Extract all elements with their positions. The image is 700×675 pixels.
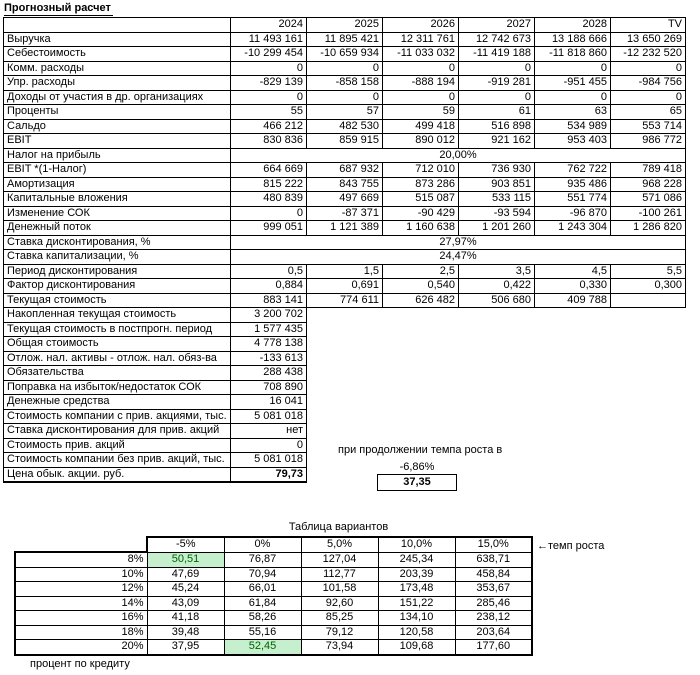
value-cell[interactable]: 1 243 304 <box>535 221 611 236</box>
row-label-cell[interactable]: Ставка капитализации, % <box>4 250 231 265</box>
forecast-row <box>4 163 686 178</box>
growth-rate-header-cell[interactable]: -5% <box>147 537 224 552</box>
value-cell[interactable]: 0 <box>231 438 307 453</box>
variant-value-cell-highlighted[interactable]: 50,51 <box>147 552 224 567</box>
variants-header-row <box>15 537 532 552</box>
credit-rate-label-cell[interactable]: 18% <box>15 625 147 640</box>
value-cell[interactable]: 55 <box>231 105 307 120</box>
merged-value-cell[interactable]: 20,00% <box>231 148 686 163</box>
row-label-cell[interactable]: Текущая стоимость в постпрогн. период <box>4 322 231 337</box>
forecast-row <box>4 134 686 149</box>
value-cell[interactable]: 0 <box>383 90 459 105</box>
value-cell[interactable]: 1 577 435 <box>231 322 307 337</box>
value-cell[interactable]: 515 087 <box>383 192 459 207</box>
empty-cell <box>459 409 535 424</box>
variant-value-cell[interactable]: 47,69 <box>147 567 224 582</box>
value-cell[interactable]: 999 051 <box>231 221 307 236</box>
variant-value-cell[interactable]: 92,60 <box>301 596 378 611</box>
forecast-row <box>4 395 686 410</box>
value-cell[interactable]: 11 895 421 <box>307 32 383 47</box>
variant-value-cell[interactable]: 203,64 <box>455 625 532 640</box>
forecast-row <box>4 467 686 482</box>
value-cell[interactable]: -984 756 <box>611 76 686 91</box>
empty-cell <box>383 409 459 424</box>
forecast-row <box>4 105 686 120</box>
value-cell[interactable]: 1 121 389 <box>307 221 383 236</box>
forecast-row <box>4 424 686 439</box>
value-cell[interactable]: 935 486 <box>535 177 611 192</box>
empty-cell <box>611 467 686 482</box>
forecast-row <box>4 90 686 105</box>
value-cell[interactable]: 736 930 <box>459 163 535 178</box>
credit-rate-label-cell[interactable]: 8% <box>15 552 147 567</box>
value-cell[interactable]: 12 311 761 <box>383 32 459 47</box>
forecast-row <box>4 409 686 424</box>
row-label-cell[interactable]: Комм. расходы <box>4 61 231 76</box>
row-label-cell[interactable]: Фактор дисконтирования <box>4 279 231 294</box>
value-cell[interactable]: 61 <box>459 105 535 120</box>
row-label-cell[interactable]: Денежные средства <box>4 395 231 410</box>
empty-cell <box>611 409 686 424</box>
forecast-row <box>4 337 686 352</box>
empty-cell <box>611 308 686 323</box>
row-label-cell[interactable]: Денежный поток <box>4 221 231 236</box>
row-label-cell[interactable]: Стоимость прив. акций <box>4 438 231 453</box>
value-cell[interactable]: 63 <box>535 105 611 120</box>
value-cell[interactable]: 774 611 <box>307 293 383 308</box>
value-cell[interactable]: 0 <box>231 61 307 76</box>
value-cell[interactable]: 16 041 <box>231 395 307 410</box>
value-cell[interactable]: -888 194 <box>383 76 459 91</box>
variants-row <box>15 582 532 597</box>
variants-table-title: Таблица вариантов <box>288 521 389 533</box>
credit-rate-label-cell[interactable]: 20% <box>15 640 147 655</box>
growth-rate-header-cell[interactable]: 5,0% <box>301 537 378 552</box>
value-cell[interactable]: 0 <box>231 90 307 105</box>
corner-cell[interactable] <box>4 18 231 33</box>
value-cell[interactable]: 506 680 <box>459 293 535 308</box>
value-cell[interactable]: -951 455 <box>535 76 611 91</box>
empty-cell <box>535 424 611 439</box>
empty-cell <box>459 322 535 337</box>
value-cell[interactable]: 0,5 <box>231 264 307 279</box>
empty-cell <box>535 453 611 468</box>
empty-cell <box>535 395 611 410</box>
value-cell[interactable]: 986 772 <box>611 134 686 149</box>
credit-rate-label-cell[interactable]: 14% <box>15 596 147 611</box>
row-label-cell[interactable]: EBIT <box>4 134 231 149</box>
empty-cell <box>459 395 535 410</box>
forecast-row <box>4 221 686 236</box>
empty-cell <box>307 351 383 366</box>
value-cell[interactable]: 0 <box>611 90 686 105</box>
empty-cell <box>535 337 611 352</box>
empty-cell <box>611 438 686 453</box>
variant-value-cell[interactable]: 458,84 <box>455 567 532 582</box>
value-cell[interactable]: -100 261 <box>611 206 686 221</box>
value-cell[interactable]: 0,330 <box>535 279 611 294</box>
forecast-row <box>4 351 686 366</box>
year-header-cell[interactable]: 2028 <box>535 18 611 33</box>
alt-share-price-cell[interactable]: 37,35 <box>377 474 457 491</box>
value-cell[interactable]: -10 659 934 <box>307 47 383 62</box>
value-cell[interactable]: 968 228 <box>611 177 686 192</box>
forecast-row <box>4 61 686 76</box>
forecast-row <box>4 119 686 134</box>
value-cell[interactable]: -829 139 <box>231 76 307 91</box>
forecast-row <box>4 322 686 337</box>
row-label-cell[interactable]: Выручка <box>4 32 231 47</box>
value-cell[interactable]: 79,73 <box>231 467 307 482</box>
value-cell[interactable] <box>611 293 686 308</box>
value-cell[interactable]: 0,884 <box>231 279 307 294</box>
value-cell[interactable]: 5 081 018 <box>231 409 307 424</box>
value-cell[interactable]: -919 281 <box>459 76 535 91</box>
variants-table-body <box>15 537 532 655</box>
variants-row <box>15 625 532 640</box>
empty-cell <box>535 308 611 323</box>
variants-row <box>15 611 532 626</box>
value-cell[interactable]: 903 851 <box>459 177 535 192</box>
forecast-row <box>4 76 686 91</box>
row-label-cell[interactable]: Проценты <box>4 105 231 120</box>
row-label-cell[interactable]: Ставка дисконтирования для прив. акций <box>4 424 231 439</box>
empty-cell <box>383 322 459 337</box>
forecast-row <box>4 32 686 47</box>
row-label-cell[interactable]: Налог на прибыль <box>4 148 231 163</box>
value-cell[interactable]: 664 669 <box>231 163 307 178</box>
variant-value-cell[interactable]: 39,48 <box>147 625 224 640</box>
value-cell[interactable]: 553 714 <box>611 119 686 134</box>
empty-cell <box>611 395 686 410</box>
row-label-cell[interactable]: Сальдо <box>4 119 231 134</box>
empty-cell <box>535 409 611 424</box>
row-label-cell[interactable]: Стоимость компании с прив. акциями, тыс. <box>4 409 231 424</box>
value-cell[interactable]: 859 915 <box>307 134 383 149</box>
forecast-row <box>4 177 686 192</box>
row-label-cell[interactable]: Общая стоимость <box>4 337 231 352</box>
variant-value-cell[interactable]: 66,01 <box>224 582 301 597</box>
growth-rate-axis-label: ←темп роста <box>537 540 605 552</box>
corner-cell <box>15 537 147 552</box>
merged-value-cell[interactable]: 27,97% <box>231 235 686 250</box>
value-cell[interactable]: 1,5 <box>307 264 383 279</box>
forecast-row <box>4 380 686 395</box>
forecast-row <box>4 206 686 221</box>
growth-continuation-note: при продолжении темпа роста в <box>338 444 503 456</box>
empty-cell <box>307 337 383 352</box>
variant-value-cell[interactable]: 177,60 <box>455 640 532 655</box>
value-cell[interactable]: 687 932 <box>307 163 383 178</box>
row-label-cell[interactable]: Упр. расходы <box>4 76 231 91</box>
growth-rate-header-cell[interactable]: 10,0% <box>378 537 455 552</box>
variant-value-cell[interactable]: 76,87 <box>224 552 301 567</box>
variant-value-cell[interactable]: 173,48 <box>378 582 455 597</box>
row-label-cell[interactable]: Себестоимость <box>4 47 231 62</box>
value-cell[interactable]: 0 <box>535 90 611 105</box>
value-cell[interactable]: 873 286 <box>383 177 459 192</box>
empty-cell <box>611 337 686 352</box>
value-cell[interactable]: 708 890 <box>231 380 307 395</box>
empty-cell <box>307 467 383 482</box>
year-header-cell[interactable]: TV <box>611 18 686 33</box>
variant-value-cell[interactable]: 37,95 <box>147 640 224 655</box>
empty-cell <box>611 453 686 468</box>
page-title: Прогнозный расчет <box>4 2 111 14</box>
value-cell[interactable]: 57 <box>307 105 383 120</box>
variant-value-cell[interactable]: 58,26 <box>224 611 301 626</box>
value-cell[interactable]: -87 371 <box>307 206 383 221</box>
variant-value-cell[interactable]: 112,77 <box>301 567 378 582</box>
row-label-cell[interactable]: Обязательства <box>4 366 231 381</box>
value-cell[interactable]: 59 <box>383 105 459 120</box>
empty-cell <box>307 424 383 439</box>
variant-value-cell[interactable]: 61,84 <box>224 596 301 611</box>
variant-value-cell[interactable]: 55,16 <box>224 625 301 640</box>
value-cell[interactable]: 0,422 <box>459 279 535 294</box>
empty-cell <box>459 366 535 381</box>
value-cell[interactable]: 3 200 702 <box>231 308 307 323</box>
value-cell[interactable]: -11 818 860 <box>535 47 611 62</box>
year-header-cell[interactable]: 2027 <box>459 18 535 33</box>
value-cell[interactable]: 953 403 <box>535 134 611 149</box>
value-cell[interactable]: 0,300 <box>611 279 686 294</box>
value-cell[interactable]: 626 482 <box>383 293 459 308</box>
empty-cell <box>383 351 459 366</box>
empty-cell <box>383 395 459 410</box>
credit-rate-label-cell[interactable]: 12% <box>15 582 147 597</box>
year-header-cell[interactable]: 2024 <box>231 18 307 33</box>
value-cell[interactable]: 499 418 <box>383 119 459 134</box>
empty-cell <box>307 395 383 410</box>
empty-cell <box>535 380 611 395</box>
empty-cell <box>307 322 383 337</box>
variants-table <box>14 536 533 656</box>
value-cell[interactable]: 1 201 260 <box>459 221 535 236</box>
forecast-row <box>4 279 686 294</box>
variant-value-cell[interactable]: 127,04 <box>301 552 378 567</box>
value-cell[interactable]: 0 <box>459 90 535 105</box>
value-cell[interactable]: 1 160 638 <box>383 221 459 236</box>
empty-cell <box>307 366 383 381</box>
empty-cell <box>459 337 535 352</box>
empty-cell <box>611 322 686 337</box>
variant-value-cell[interactable]: 41,18 <box>147 611 224 626</box>
value-cell[interactable]: 13 650 269 <box>611 32 686 47</box>
variant-value-cell[interactable]: 73,94 <box>301 640 378 655</box>
value-cell[interactable]: 571 086 <box>611 192 686 207</box>
variant-value-cell[interactable]: 101,58 <box>301 582 378 597</box>
value-cell[interactable]: 4 778 138 <box>231 337 307 352</box>
merged-value-cell[interactable]: 24,47% <box>231 250 686 265</box>
year-header-cell[interactable]: 2026 <box>383 18 459 33</box>
value-cell[interactable]: 551 774 <box>535 192 611 207</box>
value-cell[interactable]: 288 438 <box>231 366 307 381</box>
variant-value-cell[interactable]: 151,22 <box>378 596 455 611</box>
value-cell[interactable]: 5 081 018 <box>231 453 307 468</box>
value-cell[interactable]: 5,5 <box>611 264 686 279</box>
value-cell[interactable]: 533 115 <box>459 192 535 207</box>
value-cell[interactable]: 497 669 <box>307 192 383 207</box>
row-label-cell[interactable]: Ставка дисконтирования, % <box>4 235 231 250</box>
empty-cell <box>611 424 686 439</box>
empty-cell <box>611 351 686 366</box>
variant-value-cell[interactable]: 120,58 <box>378 625 455 640</box>
variant-value-cell[interactable]: 638,71 <box>455 552 532 567</box>
value-cell[interactable]: -11 419 188 <box>459 47 535 62</box>
value-cell[interactable]: 0 <box>383 61 459 76</box>
forecast-row <box>4 250 686 265</box>
row-label-cell[interactable]: Цена обык. акции. руб. <box>4 467 231 482</box>
variant-value-cell-highlighted[interactable]: 52,45 <box>224 640 301 655</box>
value-cell[interactable]: -10 299 454 <box>231 47 307 62</box>
value-cell[interactable]: 534 989 <box>535 119 611 134</box>
value-cell[interactable]: 516 898 <box>459 119 535 134</box>
empty-cell <box>383 308 459 323</box>
value-cell[interactable]: 13 188 666 <box>535 32 611 47</box>
row-label-cell[interactable]: Отлож. нал. активы - отлож. нал. обяз-ва <box>4 351 231 366</box>
empty-cell <box>535 351 611 366</box>
value-cell[interactable]: 3,5 <box>459 264 535 279</box>
value-cell[interactable]: 2,5 <box>383 264 459 279</box>
value-cell[interactable]: 11 493 161 <box>231 32 307 47</box>
variants-row <box>15 552 532 567</box>
variant-value-cell[interactable]: 353,67 <box>455 582 532 597</box>
empty-cell <box>383 366 459 381</box>
value-cell[interactable]: 12 742 673 <box>459 32 535 47</box>
row-label-cell[interactable]: Поправка на избыток/недостаток СОК <box>4 380 231 395</box>
variant-value-cell[interactable]: 285,46 <box>455 596 532 611</box>
value-cell[interactable]: -858 158 <box>307 76 383 91</box>
empty-cell <box>383 337 459 352</box>
value-cell[interactable]: 0 <box>535 61 611 76</box>
forecast-row <box>4 47 686 62</box>
value-cell[interactable]: 921 162 <box>459 134 535 149</box>
value-cell[interactable]: -90 429 <box>383 206 459 221</box>
value-cell[interactable]: 789 418 <box>611 163 686 178</box>
variant-value-cell[interactable]: 203,39 <box>378 567 455 582</box>
empty-cell <box>535 322 611 337</box>
credit-rate-label-cell[interactable]: 16% <box>15 611 147 626</box>
growth-rate-header-cell[interactable]: 15,0% <box>455 537 532 552</box>
value-cell[interactable]: 0 <box>459 61 535 76</box>
growth-rate-value[interactable]: -6,86% <box>399 461 435 473</box>
value-cell[interactable]: 0,540 <box>383 279 459 294</box>
year-header-cell[interactable]: 2025 <box>307 18 383 33</box>
row-label-cell[interactable]: Доходы от участия в др. организациях <box>4 90 231 105</box>
credit-rate-axis-label: процент по кредиту <box>30 658 130 670</box>
variants-row <box>15 596 532 611</box>
empty-cell <box>535 438 611 453</box>
empty-cell <box>307 409 383 424</box>
empty-cell <box>383 424 459 439</box>
forecast-table <box>3 17 686 483</box>
variant-value-cell[interactable]: 85,25 <box>301 611 378 626</box>
empty-cell <box>535 366 611 381</box>
value-cell[interactable]: 0 <box>307 90 383 105</box>
value-cell[interactable]: -133 613 <box>231 351 307 366</box>
empty-cell <box>307 380 383 395</box>
forecast-row <box>4 308 686 323</box>
empty-cell <box>459 424 535 439</box>
variant-value-cell[interactable]: 70,94 <box>224 567 301 582</box>
value-cell[interactable]: 1 286 820 <box>611 221 686 236</box>
row-label-cell[interactable]: Период дисконтирования <box>4 264 231 279</box>
value-cell[interactable]: 762 722 <box>535 163 611 178</box>
value-cell[interactable]: 890 012 <box>383 134 459 149</box>
forecast-row <box>4 148 686 163</box>
value-cell[interactable]: 466 212 <box>231 119 307 134</box>
empty-cell <box>459 467 535 482</box>
value-cell[interactable]: нет <box>231 424 307 439</box>
forecast-row <box>4 264 686 279</box>
value-cell[interactable]: 830 836 <box>231 134 307 149</box>
value-cell[interactable]: 0,691 <box>307 279 383 294</box>
forecast-row <box>4 235 686 250</box>
value-cell[interactable]: 712 010 <box>383 163 459 178</box>
variant-value-cell[interactable]: 134,10 <box>378 611 455 626</box>
variant-value-cell[interactable]: 45,24 <box>147 582 224 597</box>
empty-cell <box>459 380 535 395</box>
value-cell[interactable]: 883 141 <box>231 293 307 308</box>
value-cell[interactable]: -12 232 520 <box>611 47 686 62</box>
value-cell[interactable]: -96 870 <box>535 206 611 221</box>
row-label-cell[interactable]: Амортизация <box>4 177 231 192</box>
row-label-cell[interactable]: Капитальные вложения <box>4 192 231 207</box>
empty-cell <box>535 467 611 482</box>
row-label-cell[interactable]: Стоимость компании без прив. акций, тыс. <box>4 453 231 468</box>
variant-value-cell[interactable]: 43,09 <box>147 596 224 611</box>
empty-cell <box>611 380 686 395</box>
row-label-cell[interactable]: Накопленная текущая стоимость <box>4 308 231 323</box>
value-cell[interactable]: 815 222 <box>231 177 307 192</box>
value-cell[interactable]: 480 839 <box>231 192 307 207</box>
empty-cell <box>611 366 686 381</box>
value-cell[interactable]: 65 <box>611 105 686 120</box>
forecast-header-row <box>4 18 686 33</box>
value-cell[interactable]: -93 594 <box>459 206 535 221</box>
row-label-cell[interactable]: Текущая стоимость <box>4 293 231 308</box>
variant-value-cell[interactable]: 245,34 <box>378 552 455 567</box>
row-label-cell[interactable]: EBIT *(1-Налог) <box>4 163 231 178</box>
empty-cell <box>383 380 459 395</box>
variant-value-cell[interactable]: 238,12 <box>455 611 532 626</box>
value-cell[interactable]: 4,5 <box>535 264 611 279</box>
variant-value-cell[interactable]: 109,68 <box>378 640 455 655</box>
value-cell[interactable]: 0 <box>307 61 383 76</box>
forecast-row <box>4 192 686 207</box>
forecast-table-body <box>4 18 686 483</box>
value-cell[interactable]: 0 <box>611 61 686 76</box>
variant-value-cell[interactable]: 79,12 <box>301 625 378 640</box>
variants-row <box>15 567 532 582</box>
value-cell[interactable]: 482 530 <box>307 119 383 134</box>
row-label-cell[interactable]: Изменение СОК <box>4 206 231 221</box>
forecast-row <box>4 293 686 308</box>
empty-cell <box>459 351 535 366</box>
value-cell[interactable]: 409 788 <box>535 293 611 308</box>
forecast-row <box>4 366 686 381</box>
empty-cell <box>459 308 535 323</box>
growth-rate-header-cell[interactable]: 0% <box>224 537 301 552</box>
empty-cell <box>307 308 383 323</box>
variants-row <box>15 640 532 655</box>
value-cell[interactable]: -11 033 032 <box>383 47 459 62</box>
value-cell[interactable]: 843 755 <box>307 177 383 192</box>
credit-rate-label-cell[interactable]: 10% <box>15 567 147 582</box>
value-cell[interactable]: 0 <box>231 206 307 221</box>
